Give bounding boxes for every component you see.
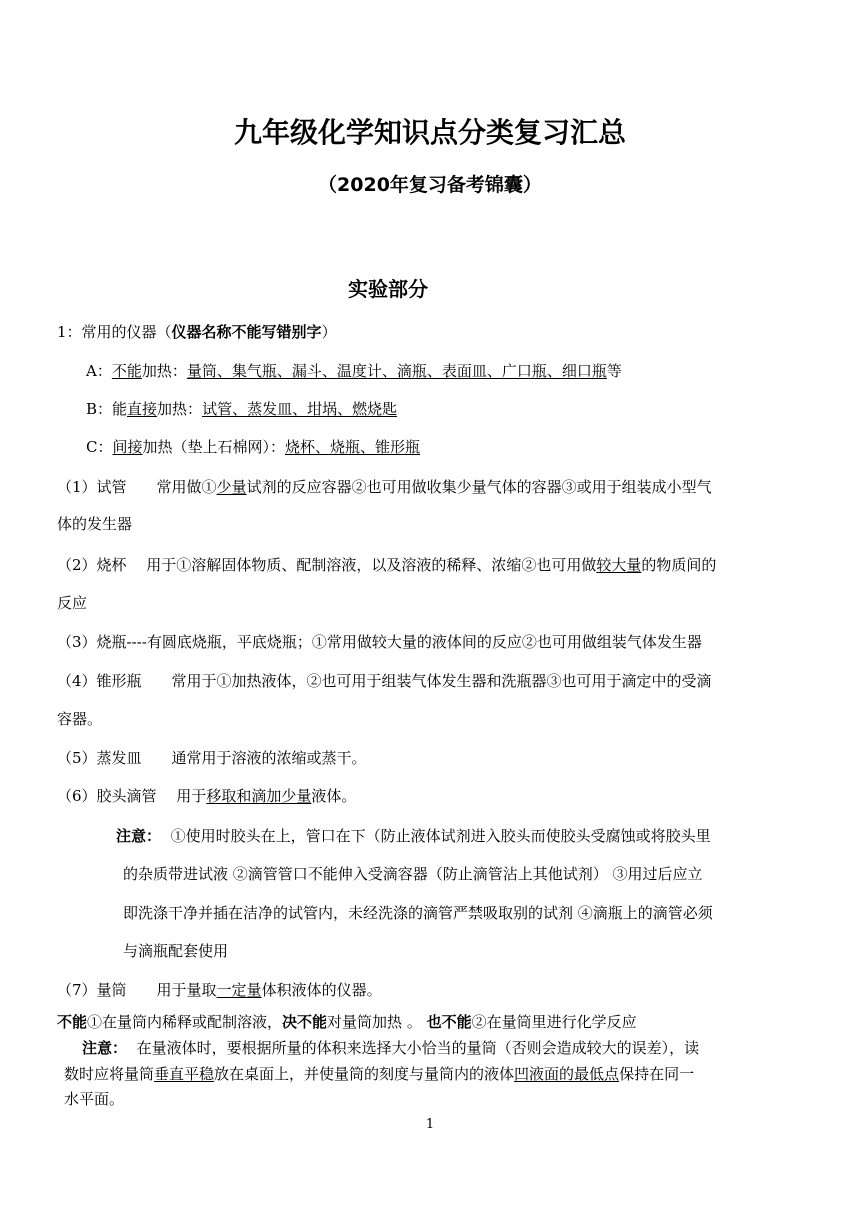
p7-text-b: 体积液体的仪器。 [261,981,382,999]
p7-rule-3: ②在量筒里进行化学反应 [471,1013,637,1031]
p7-note-line2 [64,1064,694,1084]
p2-text-b: 的物质间的 [641,556,717,574]
p7-note-label: 注意： [82,1039,128,1057]
item1-b-line [86,399,397,419]
p7-bold-1: 不能 [57,1013,88,1031]
p7-rule-2: 对量筒加热 。 [327,1013,427,1031]
p7-note-2c: 保持在同一 [619,1065,695,1083]
p2-underline: 较大量 [596,556,642,574]
b-list: 试管、蒸发皿、坩埚、燃烧匙 [202,400,398,418]
p1-line1 [57,477,712,497]
p1-text-a: （1）试管 常用做① [57,478,217,496]
a-prefix: A： [86,362,112,380]
p6-note-label: 注意： [116,827,162,845]
p7-note-underline-1: 垂直平稳 [154,1065,215,1083]
item1-c-line [86,437,420,457]
c-mid: 加热（垫上石棉网）： [142,438,286,456]
a-end: 等 [606,362,622,380]
p6-line [57,786,356,806]
a-key: 不能 [111,362,142,380]
page-title: 九年级化学知识点分类复习汇总 [233,116,626,149]
a-mid: 加热： [141,362,187,380]
p7-text-a: （7）量筒 用于量取 [57,981,217,999]
p6-mid: 和 [236,787,252,805]
b-mid: 加热： [157,400,203,418]
item1-line [57,322,337,342]
p2-text-a: （2）烧杯 用于①溶解固体物质、配制溶液，以及溶液的稀释、浓缩②也可用做 [57,556,597,574]
b-key: 直接 [127,400,158,418]
item1-lead-bold: 仪器名称不能写错别字 [171,323,322,341]
p6-note-1: ①使用时胶头在上，管口在下（防止液体试剂进入胶头而使胶头受腐蚀或将胶头里 [170,827,711,845]
p7-note-2a: 数时应将量筒 [64,1065,155,1083]
p7-note-2b: 放在桌面上，并使量筒的刻度与量筒内的液体 [214,1065,515,1083]
p6-note-line2: 的杂质带进试液 ②滴管管口不能伸入受滴容器（防止滴管沾上其他试剂） ③用过后应立 [123,865,703,883]
section-heading: 实验部分 [348,277,428,301]
p6-text-a: （6）胶头滴管 用于 [57,787,207,805]
c-key: 间接 [112,438,143,456]
c-list: 烧杯、烧瓶、锥形瓶 [285,438,421,456]
item1-lead: 1：常用的仪器（ [57,323,172,341]
p5-line: （5）蒸发皿 通常用于溶液的浓缩或蒸干。 [57,749,367,767]
p7-bold-3: 也不能 [426,1013,472,1031]
p7-rule-line [57,1012,637,1032]
p7-note-underline-2: 凹液面的最低点 [514,1065,620,1083]
p6-note-line1 [116,826,711,846]
p6-text-b: 液体。 [311,787,357,805]
p6-note-line3: 即洗涤干净并插在洁净的试管内，未经洗涤的滴管严禁吸取别的试剂 ④滴瓶上的滴管必须 [123,904,713,922]
p6-underline-1: 移取 [206,787,237,805]
p7-underline: 一定量 [216,981,262,999]
page-subtitle: （2020年复习备考锦囊） [318,174,542,196]
p2-line2: 反应 [57,594,88,612]
p1-text-b: 试剂的反应容器②也可用做收集少量气体的容器③或用于组装成小型气 [246,478,712,496]
p7-rule-1: ①在量筒内稀释或配制溶液， [87,1013,283,1031]
p1-line2: 体的发生器 [57,515,133,533]
p3-line: （3）烧瓶----有圆底烧瓶，平底烧瓶；①常用做较大量的液体间的反应②也可用做组装气体发生器 [57,633,702,651]
b-prefix: B：能 [86,400,128,418]
p7-note-1: 在量液体时，要根据所量的体积来选择大小恰当的量筒（否则会造成较大的误差），读 [136,1039,700,1057]
p7-note-line1 [82,1038,699,1058]
p6-underline-2: 滴加少量 [251,787,312,805]
c-prefix: C： [86,438,113,456]
p7-bold-2: 决不能 [282,1013,328,1031]
item1-lead-end: ） [321,323,337,341]
page-number: 1 [425,1117,435,1132]
item1-a-line [86,361,622,381]
p7-note-line3: 水平面。 [64,1090,125,1108]
p4-line2: 容器。 [57,710,103,728]
p7-line [57,980,382,1000]
p2-line1 [57,555,716,575]
p6-note-line4: 与滴瓶配套使用 [123,942,229,960]
p1-underline: 少量 [216,478,247,496]
a-list: 量筒、集气瓶、漏斗、温度计、滴瓶、表面皿、广口瓶、细口瓶 [186,362,607,380]
p4-line1: （4）锥形瓶 常用于①加热液体，②也可用于组装气体发生器和洗瓶器③也可用于滴定中的受滴 [57,672,712,690]
